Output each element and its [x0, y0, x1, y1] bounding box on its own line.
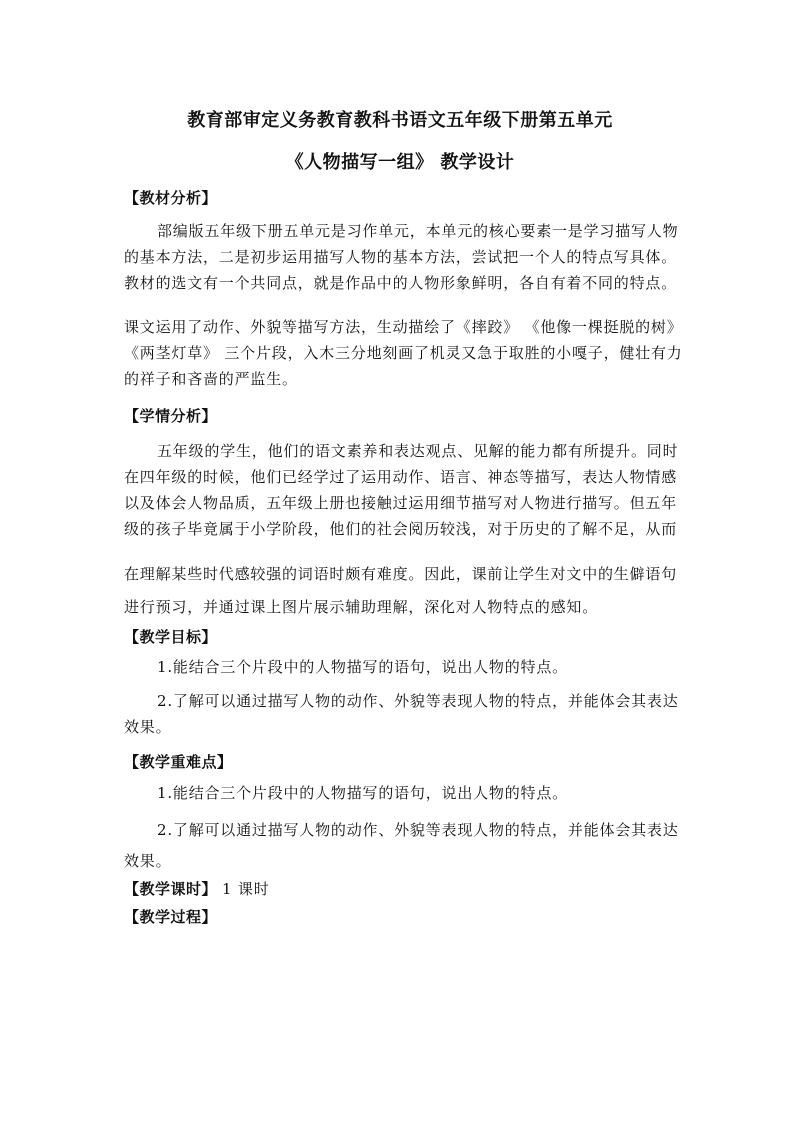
hours-value: 1 课时: [222, 880, 270, 898]
section-heading-hours: 【教学课时】: [124, 880, 218, 898]
list-item-continuation: 效果。: [124, 718, 172, 736]
paragraph-line: 进行预习，并通过课上图片展示辅助理解，深化对人物特点的感知。: [124, 598, 599, 616]
list-item: 1.能结合三个片段中的人物描写的语句，说出人物的特点。: [157, 658, 568, 676]
paragraph-line: 教材的选文有一个共同点，就是作品中的人物形象鲜明，各自有着不同的特点。: [124, 274, 678, 292]
paragraph-line: 的祥子和吝啬的严监生。: [124, 370, 298, 388]
paragraph-line: 《两茎灯草》 三个片段，入木三分地刻画了机灵又急于取胜的小嘎子，健壮有力: [124, 344, 683, 362]
document-subtitle: 《人物描写一组》 教学设计: [285, 152, 515, 173]
section-heading-learner: 【学情分析】: [124, 407, 218, 425]
list-item-continuation: 效果。: [124, 852, 172, 870]
paragraph-line: 部编版五年级下册五单元是习作单元，本单元的核心要素一是学习描写人物: [157, 222, 679, 240]
paragraph-line: 在理解某些时代感较强的词语时颇有难度。因此，课前让学生对文中的生僻语句: [124, 565, 678, 583]
list-item: 2.了解可以通过描写人物的动作、外貌等表现人物的特点，并能体会其表达: [157, 821, 679, 839]
paragraph-line: 级的孩子毕竟属于小学阶段，他们的社会阅历较浅，对于历史的了解不足，从而: [124, 520, 678, 538]
section-heading-goals: 【教学目标】: [124, 628, 218, 646]
section-heading-process: 【教学过程】: [124, 908, 218, 926]
list-item: 1.能结合三个片段中的人物描写的语句，说出人物的特点。: [157, 784, 568, 802]
paragraph-line: 五年级的学生，他们的语文素养和表达观点、见解的能力都有所提升。同时: [157, 442, 679, 460]
paragraph-line: 以及体会人物品质，五年级上册也接触过运用细节描写对人物进行描写。但五年: [124, 494, 678, 512]
section-heading-keypoints: 【教学重难点】: [124, 753, 233, 771]
document-title: 教育部审定义务教育教科书语文五年级下册第五单元: [187, 110, 613, 131]
paragraph-line: 的基本方法，二是初步运用描写人物的基本方法，尝试把一个人的特点写具体。: [124, 248, 678, 266]
paragraph-line: 在四年级的时候，他们已经学过了运用动作、语言、神态等描写，表达人物情感: [124, 468, 678, 486]
section-heading-analysis: 【教材分析】: [124, 189, 218, 207]
paragraph-line: 课文运用了动作、外貌等描写方法，生动描绘了《摔跤》 《他像一棵挺脱的树》: [124, 318, 683, 336]
list-item: 2.了解可以通过描写人物的动作、外貌等表现人物的特点，并能体会其表达: [157, 692, 679, 710]
